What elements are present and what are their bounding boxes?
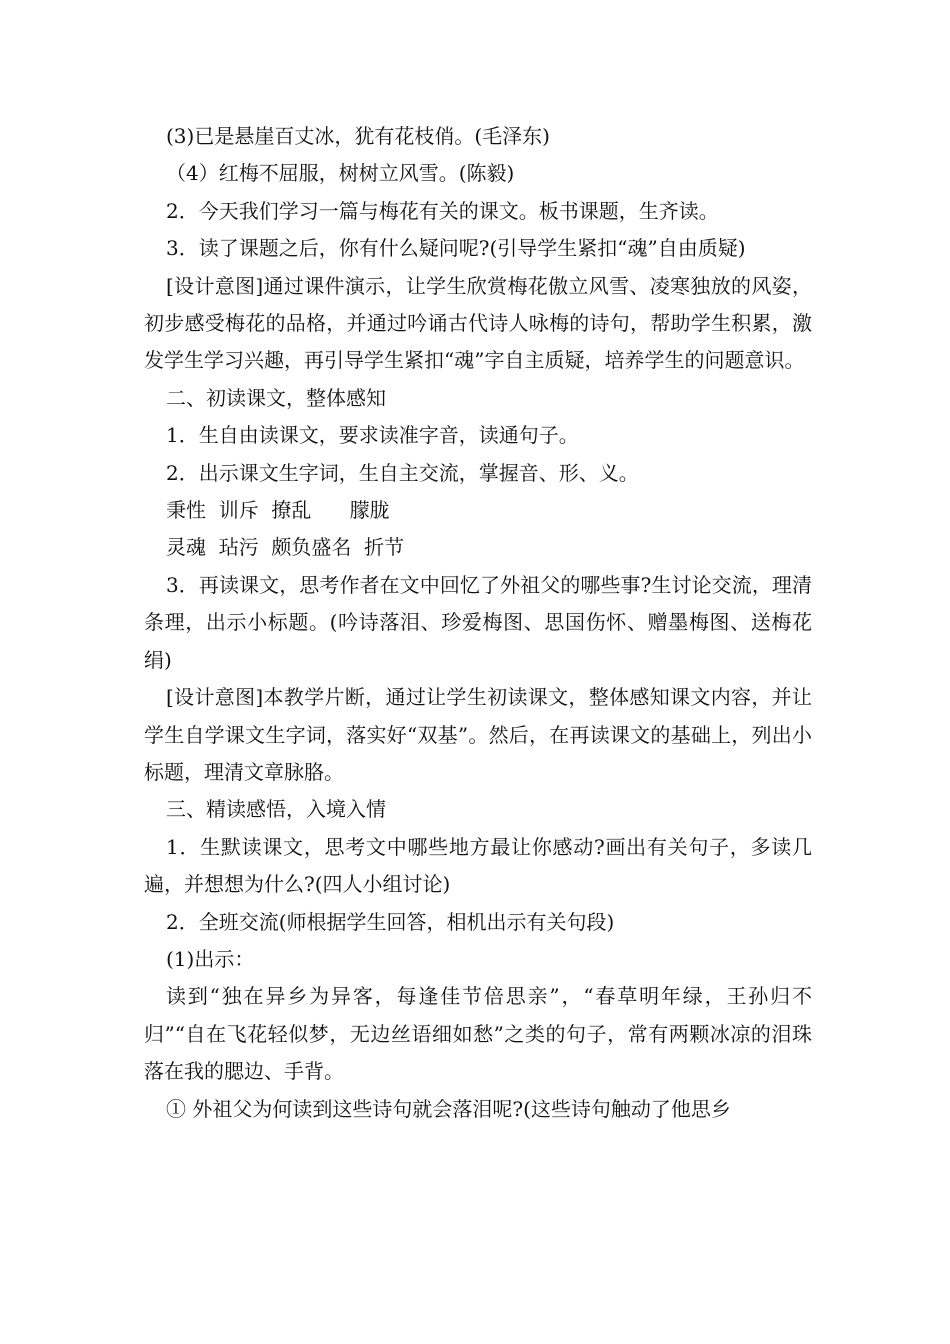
design-intent-paragraph: [设计意图]本教学片断，通过让学生初读课文，整体感知课文内容，并让学生自学课文生字词，落实好“双基”。然后，在再读课文的基础上，列出小标题，理清文章脉胳。 [144,685,812,784]
section-heading: 二、初读课文，整体感知 [166,385,386,410]
paragraph: 3．再读课文，思考作者在文中回忆了外祖父的哪些事?生讨论交流，理清条理，出示小标题。(吟诗落泪、珍爱梅图、思国伤怀、赠墨梅图、送梅花绢) [144,572,812,672]
paragraph: 2．出示课文生字词，生自主交流，掌握音、形、义。 [166,460,639,485]
paragraph: 1．生默读课文，思考文中哪些地方最让你感动?画出有关句子，多读几遍，并想想为什么?(四人小组讨论) [144,834,812,897]
document-body [144,118,812,1128]
paragraph: (1)出示： [166,946,255,971]
design-intent-paragraph: [设计意图]通过课件演示，让学生欣赏梅花傲立风雪、凌寒独放的风姿，初步感受梅花的品格，并通过吟诵古代诗人咏梅的诗句，帮助学生积累，激发学生学习兴趣，再引导学生紧扣“魂”字自主质疑，培养学生的问题意识。 [144,273,812,373]
paragraph: 2．今天我们学习一篇与梅花有关的课文。板书课题，生齐读。 [166,198,719,223]
paragraph: 3．读了课题之后，你有什么疑问呢?(引导学生紧扣“魂”自由质疑) [166,236,746,261]
paragraph: 1．生自由读课文，要求读准字音，读通句子。 [166,423,579,448]
paragraph: （4）红梅不屈服，树树立风雪。(陈毅) [166,161,515,186]
vocabulary-line: 秉性 训斥 撩乱 朦胧 [166,498,390,523]
quoted-passage: 读到“独在异乡为异客，每逢佳节倍思亲”，“春草明年绿，王孙归不归”“自在飞花轻似梦，无边丝语细如愁”之类的句子，常有两颗冰凉的泪珠落在我的腮边、手背。 [144,984,812,1084]
paragraph: 2．全班交流(师根据学生回答，相机出示有关句段) [166,909,615,934]
paragraph: ① 外祖父为何读到这些诗句就会落泪呢?(这些诗句触动了他思乡 [166,1096,731,1121]
paragraph: (3)已是悬崖百丈冰，犹有花枝俏。(毛泽东) [166,124,550,148]
section-heading: 三、精读感悟，入境入情 [166,797,386,822]
vocabulary-line: 灵魂 玷污 颇负盛名 折节 [166,535,405,560]
